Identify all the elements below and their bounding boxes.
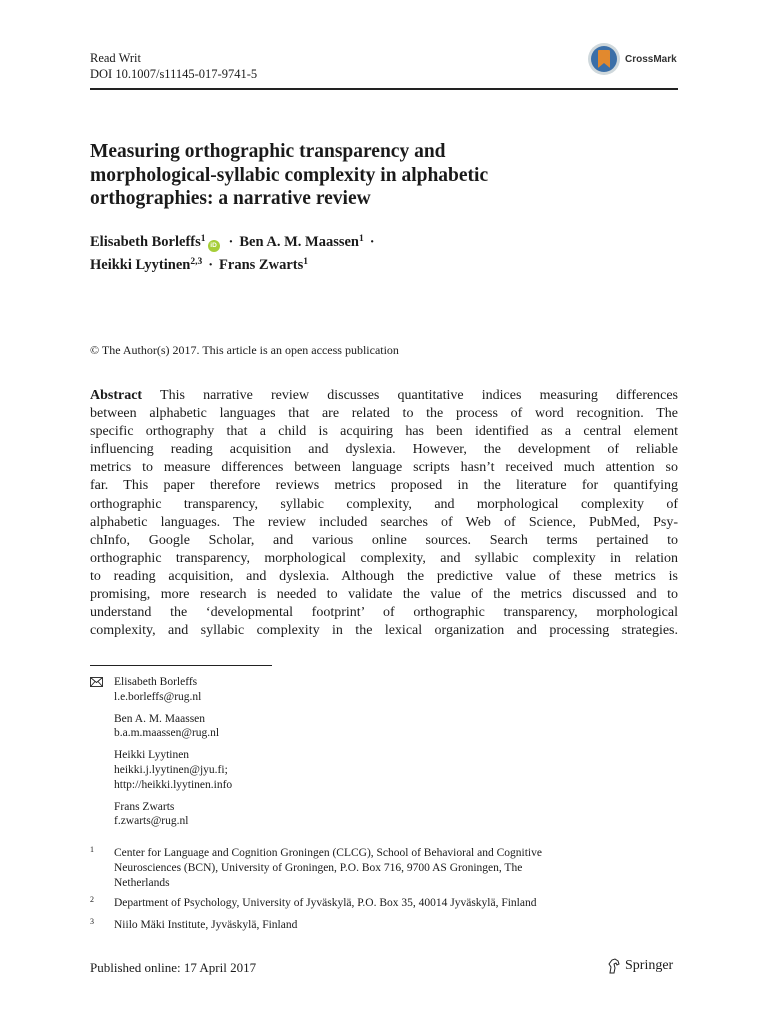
author-affil-ref: 1 [303,257,308,267]
contact-website[interactable]: http://heikki.lyytinen.info [114,778,233,791]
affiliation [90,918,297,933]
abstract-line: between alphabetic languages that are related to the process of word recognition. The [90,406,678,422]
contact-email[interactable]: l.e.borleffs@rug.nl [114,690,202,703]
author-name[interactable]: Elisabeth Borleffs [90,234,201,250]
abstract-line: understand the ‘developmental footprint’ of orthographic transparency, morphological [90,605,678,621]
journal-info [90,50,257,82]
abstract-line: orthographic transparency, syllabic complexity, and morphological complexity of [90,496,678,512]
abstract-label: Abstract [90,388,143,403]
affiliation-line: Center for Language and Cognition Groningen (CLCG), School of Behavioral and Cognitive [114,847,542,859]
published-date: Published online: 17 April 2017 [90,960,257,975]
header-rule [90,88,678,90]
contact-name: Ben A. M. Maassen [114,712,206,725]
author-separator: · [369,234,375,250]
contact-list [90,675,232,836]
journal-name: Read Writ [90,51,141,65]
abstract-line: to reading acquisition, and dyslexia. Although the predictive value of these metrics is [90,568,678,584]
author-name[interactable]: Frans Zwarts [219,257,304,273]
author-affil-ref: 2,3 [190,257,203,267]
affiliation-line: Neurosciences (BCN), University of Groningen, P.O. Box 716, 9700 AS Groningen, The [114,861,523,874]
contact-entry [114,712,232,742]
affiliation [90,846,542,890]
title-line: Measuring orthographic transparency and [90,141,446,162]
affiliation-line: Niilo Mäki Institute, Jyväskylä, Finland [114,919,298,931]
abstract-line: chInfo, Google Scholar, and various online sources. Search terms pertained to [90,532,678,548]
abstract-line: far. This paper therefore reviews metrics proposed in the literature for quantifying [90,478,678,494]
abstract-line: metrics to measure differences between language scripts hasn’t received much attention so [90,460,678,476]
contact-entry [114,800,232,830]
abstract-line: orthographic transparency, morphological complexity, and syllabic complexity in relation [90,550,678,566]
springer-logo[interactable] [607,958,673,974]
author-name[interactable]: Ben A. M. Maassen [239,234,359,250]
author-separator: · [228,234,234,250]
author-list [90,232,381,278]
contact-email[interactable]: heikki.j.lyytinen@jyu.fi; [114,763,228,776]
affiliation-number: 1 [90,845,94,854]
copyright-notice: © The Author(s) 2017. This article is an open access publication [90,343,399,357]
abstract-line: specific orthography that a child is acquiring has been identified as a central element [90,424,678,440]
footnote-rule [90,665,272,666]
affiliation-number: 3 [90,917,94,926]
author-separator: · [208,257,214,273]
title-line: orthographies: a narrative review [90,188,371,209]
springer-horse-icon [607,958,621,974]
contact-name: Elisabeth Borleffs [114,676,198,688]
author-affil-ref: 1 [200,234,206,244]
contact-email[interactable]: b.a.m.maassen@rug.nl [114,727,220,740]
affiliation-number: 2 [90,895,94,904]
envelope-icon [90,677,103,687]
orcid-icon[interactable]: iD [208,240,220,252]
crossmark-badge[interactable] [587,42,677,76]
contact-email[interactable]: f.zwarts@rug.nl [114,815,189,828]
affiliation [90,896,537,911]
abstract-line: complexity, and syllabic complexity in the lexical organization and processing strategies. [90,623,678,639]
contact-name: Frans Zwarts [114,800,175,813]
author-affil-ref: 1 [358,234,364,244]
contact-entry [114,748,232,792]
contact-entry [114,675,232,705]
abstract-line: alphabetic languages. The review included searches of Web of Science, PubMed, Psy- [90,514,678,530]
doi[interactable]: DOI 10.1007/s11145-017-9741-5 [90,67,258,81]
affiliation-line: Department of Psychology, University of Jyväskylä, P.O. Box 35, 40014 Jyväskylä, Finland [114,897,537,909]
author-name[interactable]: Heikki Lyytinen [90,257,191,273]
abstract-line: influencing reading acquisition and dyslexia. However, the development of reliable [90,442,678,458]
publisher-name: Springer [625,958,674,973]
crossmark-icon [587,42,621,76]
abstract-line: promising, more research is needed to validate the value of the metrics discussed and to [90,587,678,603]
contact-name: Heikki Lyytinen [114,749,190,762]
affiliation-line: Netherlands [114,876,170,889]
abstract-line: Abstract This narrative review discusses quantitative indices measuring differences [90,388,679,403]
title-line: morphological-syllabic complexity in alphabetic [90,164,489,186]
crossmark-label: CrossMark [625,53,677,65]
article-title [90,140,650,211]
abstract [90,387,678,640]
